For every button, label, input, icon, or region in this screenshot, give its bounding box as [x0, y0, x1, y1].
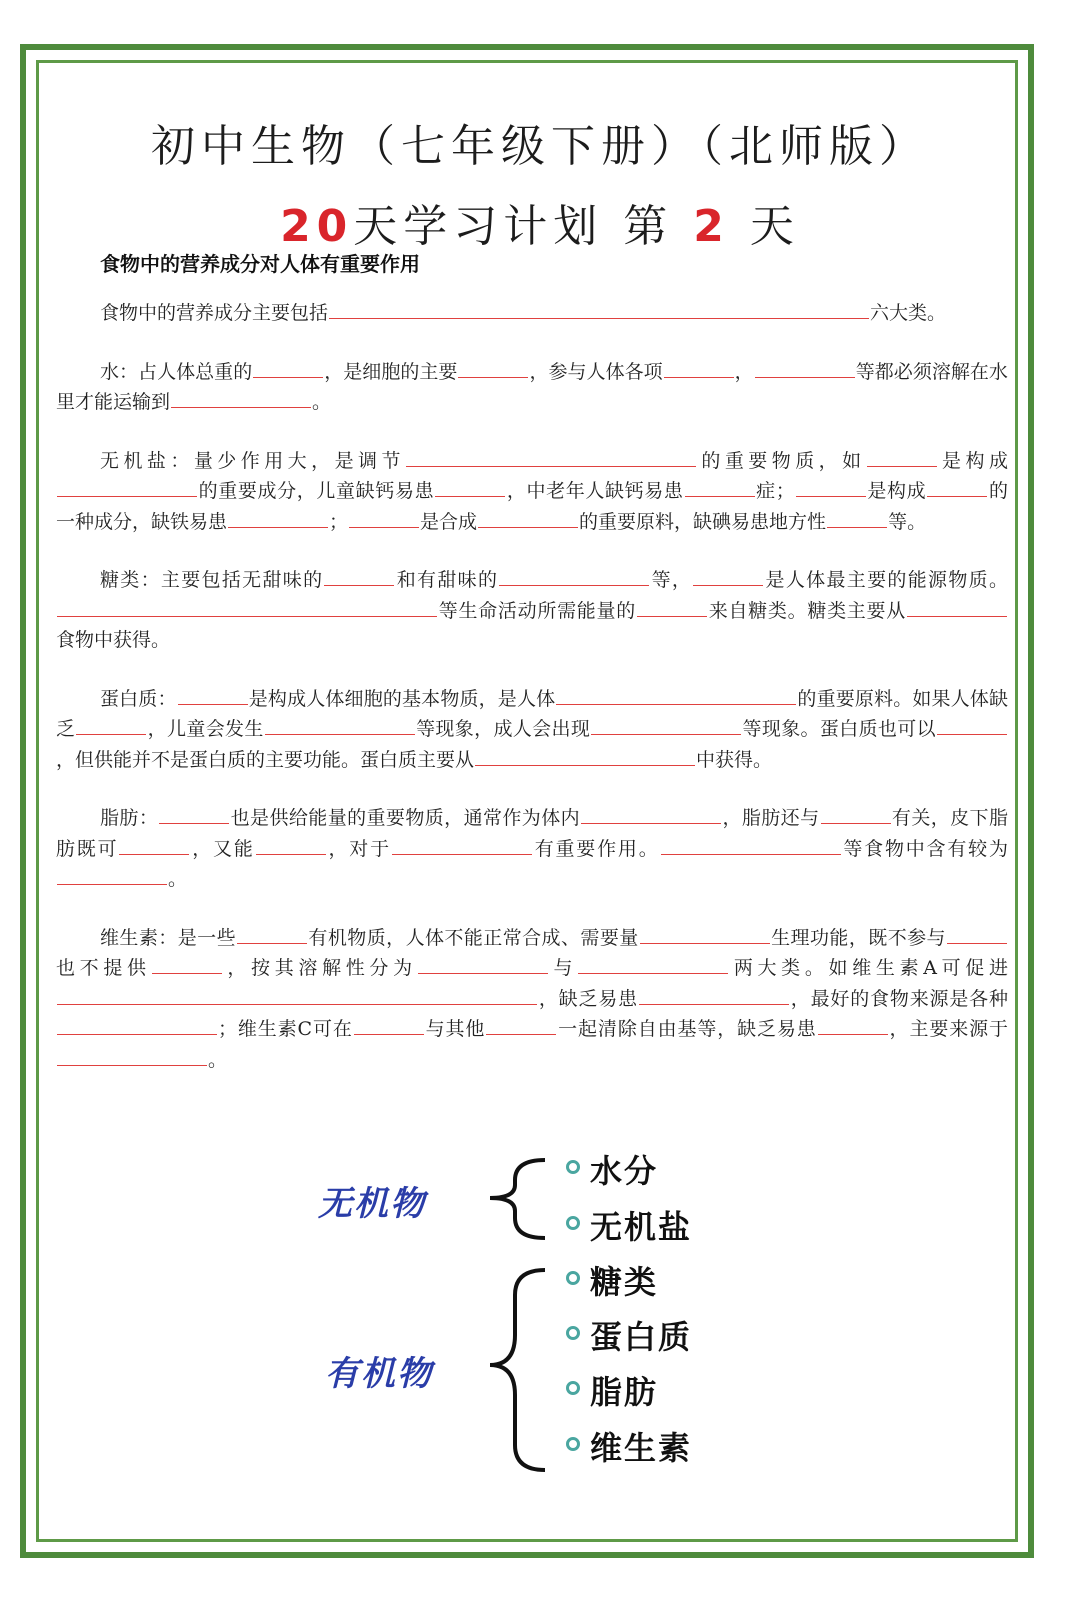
blank[interactable]	[237, 923, 307, 944]
text: 症；	[755, 480, 795, 502]
blank[interactable]	[486, 1014, 556, 1035]
blank[interactable]	[664, 357, 734, 378]
blank[interactable]	[661, 834, 841, 855]
blank[interactable]	[256, 834, 326, 855]
text: ，按其溶解性分为	[222, 957, 417, 979]
text: 。	[208, 1048, 228, 1071]
blank[interactable]	[329, 298, 869, 319]
text: 蛋白质：	[100, 687, 177, 710]
paragraph-water	[56, 357, 1008, 418]
bullet-icon	[566, 1271, 580, 1285]
text: ，中老年人缺钙易患	[506, 480, 684, 502]
text: 与	[548, 957, 578, 979]
text: 是人体最主要的能源物质。	[764, 569, 1008, 591]
blank[interactable]	[827, 507, 887, 528]
text: 的重要成分，儿童缺钙易患	[198, 480, 435, 502]
text: 等现象，成人会出现	[415, 718, 591, 740]
blank[interactable]	[581, 803, 721, 824]
blank[interactable]	[937, 714, 1007, 735]
blank[interactable]	[354, 1014, 424, 1035]
blank[interactable]	[475, 745, 695, 766]
inorganic-brace	[490, 1160, 545, 1238]
blank[interactable]	[57, 864, 167, 885]
text: 等生命活动所需能量的	[438, 599, 636, 622]
paragraph-fat	[56, 803, 1008, 895]
blank[interactable]	[927, 476, 987, 497]
blank[interactable]	[228, 507, 328, 528]
blank[interactable]	[418, 953, 548, 974]
worksheet-content	[56, 298, 1008, 1103]
text: ；	[329, 510, 349, 533]
text: 是构成	[937, 449, 1008, 472]
brace-graphics	[0, 1140, 1080, 1500]
text: 的一种成分，缺铁易患	[56, 480, 1008, 533]
blank[interactable]	[392, 834, 532, 855]
text: ，脂肪还与	[722, 807, 820, 829]
text: 有重要作用。	[532, 837, 660, 860]
item-water: 水分	[590, 1152, 659, 1190]
text: 无机盐：量少作用大，是调节	[100, 449, 405, 472]
text: ，儿童会发生	[147, 718, 264, 740]
text: ，	[734, 360, 754, 383]
paragraph-minerals	[56, 446, 1008, 538]
paragraph-vitamins	[56, 923, 1008, 1076]
blank[interactable]	[947, 923, 1007, 944]
text: 等食物中含有较为	[841, 837, 1008, 860]
text: 一起清除自由基等，缺乏易患	[557, 1018, 817, 1040]
subtitle-day-count: 20	[280, 201, 354, 252]
text: ，主要来源于	[888, 1018, 1008, 1040]
blank[interactable]	[640, 923, 770, 944]
blank[interactable]	[57, 476, 197, 497]
subtitle-end: 天	[749, 201, 800, 252]
item-minerals: 无机盐	[590, 1208, 693, 1246]
text: 等。	[888, 510, 927, 533]
blank[interactable]	[685, 476, 755, 497]
blank[interactable]	[57, 984, 537, 1005]
blank[interactable]	[119, 834, 189, 855]
page-title: 初中生物（七年级下册）（北师版）	[151, 121, 929, 172]
subtitle-text: 天学习计划 第	[353, 201, 674, 252]
text: ，参与人体各项	[529, 360, 663, 383]
blank[interactable]	[821, 803, 891, 824]
text: 中获得。	[696, 748, 773, 771]
text: 有机物质，人体不能正常合成、需要量	[308, 926, 639, 949]
blank[interactable]	[818, 1014, 888, 1035]
organic-label: 有机物	[325, 1354, 433, 1394]
text: ；维生素C可在	[218, 1018, 353, 1040]
item-fat: 脂肪	[590, 1373, 659, 1411]
bullet-icon	[566, 1160, 580, 1174]
text: 也不提供	[56, 957, 151, 979]
nutrient-classification-diagram	[0, 1140, 1080, 1500]
text: 食物中获得。	[56, 629, 171, 651]
blank[interactable]	[178, 684, 248, 705]
text: 是合成	[420, 510, 478, 533]
text: 等，	[650, 569, 693, 591]
text: 生理功能，既不参与	[770, 926, 946, 949]
bullet-icon	[566, 1437, 580, 1451]
text: 等现象。蛋白质也可以	[742, 718, 936, 740]
text: 食物中的营养成分主要包括	[100, 302, 329, 324]
blank[interactable]	[159, 803, 229, 824]
blank[interactable]	[755, 357, 855, 378]
text: 。	[312, 391, 332, 413]
blank[interactable]	[591, 714, 741, 735]
blank[interactable]	[171, 387, 311, 408]
text: 也是供给能量的重要物质，通常作为体内	[230, 807, 581, 829]
blank[interactable]	[499, 565, 649, 586]
blank[interactable]	[637, 596, 707, 617]
blank[interactable]	[435, 476, 505, 497]
blank[interactable]	[693, 565, 763, 586]
blank[interactable]	[478, 507, 578, 528]
paragraph-carbohydrates	[56, 565, 1008, 656]
blank[interactable]	[867, 446, 937, 467]
paragraph-nutrients	[56, 298, 1008, 329]
paragraph-protein	[56, 684, 1008, 776]
text: 的重要原料，缺碘易患地方性	[579, 510, 827, 533]
text: 的重要原料。如果人体缺乏	[56, 687, 1008, 740]
section-heading: 食物中的营养成分对人体有重要作用	[100, 252, 420, 276]
bullet-icon	[566, 1216, 580, 1230]
bullet-icon	[566, 1381, 580, 1395]
inorganic-label: 无机物	[318, 1184, 426, 1224]
text: ，最好的食物来源是各种	[789, 987, 1008, 1010]
blank[interactable]	[324, 565, 394, 586]
blank[interactable]	[349, 507, 419, 528]
blank[interactable]	[406, 446, 696, 467]
blank[interactable]	[796, 476, 866, 497]
text: 糖类：主要包括无甜味的	[100, 569, 324, 591]
text: ，是细胞的主要	[324, 360, 458, 383]
text: 。	[168, 868, 188, 890]
bullet-icon	[566, 1326, 580, 1340]
page-subtitle	[0, 190, 1080, 254]
blank[interactable]	[57, 596, 437, 617]
blank[interactable]	[578, 953, 728, 974]
text: 是构成	[866, 480, 927, 502]
text: 的重要物质，如	[696, 449, 866, 472]
text: 维生素：是一些	[100, 926, 236, 949]
item-carbohydrates: 糖类	[590, 1263, 659, 1301]
text: ，但供能并不是蛋白质的主要功能。蛋白质主要从	[56, 748, 475, 771]
blank[interactable]	[152, 953, 222, 974]
blank[interactable]	[458, 357, 528, 378]
text: 脂肪：	[100, 807, 159, 829]
blank[interactable]	[76, 714, 146, 735]
blank[interactable]	[253, 357, 323, 378]
item-protein: 蛋白质	[590, 1318, 693, 1356]
text: 等都必须溶解在水里才能运输到	[56, 360, 1008, 413]
blank[interactable]	[907, 596, 1007, 617]
text: 两大类。如维生素A可促进	[729, 957, 1008, 979]
organic-brace	[490, 1270, 545, 1470]
blank[interactable]	[265, 714, 415, 735]
item-vitamins: 维生素	[590, 1429, 693, 1467]
text: 水：占人体总重的	[100, 360, 253, 383]
text: 来自糖类。糖类主要从	[708, 599, 906, 622]
blank[interactable]	[57, 1014, 217, 1035]
text: 和有甜味的	[395, 569, 499, 591]
text: 六大类。	[870, 302, 947, 324]
blank[interactable]	[556, 684, 796, 705]
subtitle-day-number: 2	[693, 201, 730, 252]
text: 有关，皮下脂肪既可	[56, 807, 1008, 860]
blank[interactable]	[57, 1045, 207, 1066]
text: ，又能	[190, 837, 255, 860]
text: ，对于	[326, 837, 391, 860]
text: 与其他	[424, 1018, 486, 1040]
text: ，缺乏易患	[538, 987, 638, 1010]
text: 是构成人体细胞的基本物质，是人体	[248, 687, 556, 710]
blank[interactable]	[639, 984, 789, 1005]
